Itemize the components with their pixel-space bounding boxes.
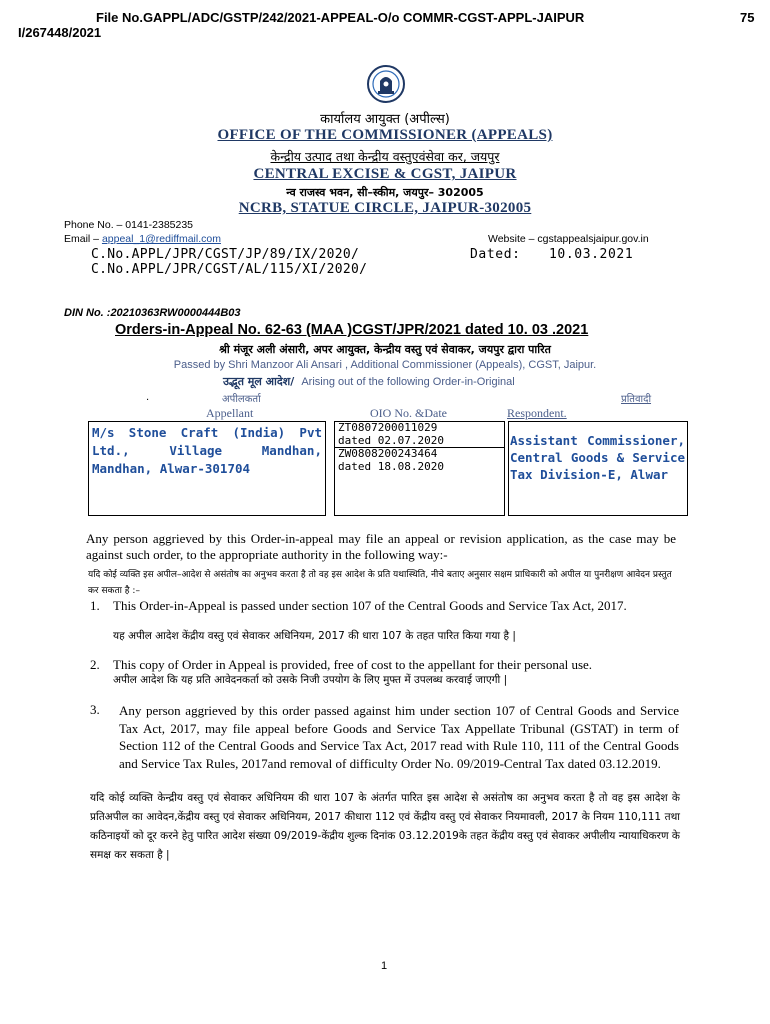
oio-cell-2 — [334, 447, 505, 516]
item1-number: 1. — [90, 598, 100, 613]
page-number: 1 — [381, 960, 388, 972]
intro-hindi: यदि कोई व्यक्ति इस अपील–आदेश से असंतोष का अनुभव करता है तो वह इस आदेश के प्रति यथास्थिति, नीचे बताए अनुसार सक्षम प्राधिकारी को अपील या पुनरीक्षण आवेदन प्रस्तुत कर सकता है :– — [88, 570, 672, 596]
hindi-arising: उद्भूत मूल आदेश/ — [223, 375, 295, 388]
website: Website – cgstappealsjaipur.gov.in — [488, 233, 649, 245]
intro-paragraph: Any person aggrieved by this Order-in-appeal may file an appeal or revision application, as the case may be against such order, to the appropriate authority in the following way:- — [86, 531, 676, 562]
office-title: OFFICE OF THE COMMISSIONER (APPEALS) — [217, 127, 553, 143]
office-dept: CENTRAL EXCISE & CGST, JAIPUR — [253, 166, 517, 182]
email-link[interactable]: appeal_1@rediffmail.com — [101, 233, 221, 245]
arising-label: Arising out of the following Order-in-Original — [301, 376, 515, 388]
respondent-text: Assistant Commissioner, Central Goods & Service Tax Division-E, Alwar — [510, 433, 685, 482]
office-hindi-address: न्व राजस्व भवन, सी–स्कीम, जयपुर– 302005 — [286, 186, 484, 199]
item3-text: Any person aggrieved by this order passed against him under section 107 of Central Goods and Service Tax Act, 2017, may file appeal before Goods and Service Tax Appellate Tribunal (GSTAT) in term of Section 112 of the Central Goods and Service Tax Act, 2017 read with Rule 110, 111 of the Central Goods and Service Tax Rules, 2017and removal of difficulty Order No. 09/2019-Central Tax dated 03.12.2019. — [119, 703, 679, 771]
item1-hindi: यह अपील आदेश केंद्रीय वस्तु एवं सेवाकर अधिनियम, 2017 की धारा 107 के तहत पारित किया गया है | — [113, 630, 516, 642]
col-appellant: Appellant — [206, 406, 254, 420]
dot-marker: . — [146, 392, 150, 403]
office-hindi-dept: केन्द्रीय उत्पाद तथा केन्द्रीय वस्तुएवंसेवा कर, जयपुर — [270, 149, 500, 164]
file-number-line2: I/267448/2021 — [18, 25, 102, 40]
order-title: Orders-in-Appeal No. 62-63 (MAA )CGST/JPR/2021 dated 10. 03 .2021 — [115, 322, 589, 338]
item3-hindi: यदि कोई व्यक्ति केन्द्रीय वस्तु एवं सेवाकर अधिनियम की धारा 107 के अंतर्गत पारित इस आदेश से असंतोष का अनुभव करता है तो वह इस आदेश के प्रतिअपील का आवेदन,केंद्रीय वस्तु एवं सेवाकर अधिनियम, 2017 कीधारा 112 एवं केंद्रीय वस्तु एवं सेवाकर नियमावली, 2017 के नियम 110,111 तथा कठिनाइयों को दूर करने हेतु पारित आदेश संख्या 09/2019-केंद्रीय शुल्क दिनांक 03.12.2019के तहत केंद्रीय वस्तु एवं सेवाकर अपीलीय न्यायाधिकरण के समक्ष कर सकता है | — [90, 792, 680, 861]
din-number: DIN No. :20210363RW0000444B03 — [64, 307, 241, 319]
item2-text: This copy of Order in Appeal is provided, free of cost to the appellant for their personal use. — [113, 657, 593, 672]
passed-by: Passed by Shri Manzoor Ali Ansari , Additional Commissioner (Appeals), CGST, Jaipur. — [173, 359, 597, 371]
hindi-respondent: प्रतिवादी — [621, 394, 652, 405]
oio2-date: dated 18.08.2020 — [338, 459, 444, 473]
email-label: Email – — [64, 233, 102, 245]
arising-line — [223, 374, 515, 389]
hindi-appellant: अपीलकर्ता — [222, 394, 261, 405]
respondent-cell — [508, 421, 688, 516]
appeal-table — [88, 421, 688, 516]
dated-value: 10.03.2021 — [549, 247, 634, 262]
email-line — [64, 233, 221, 245]
office-hindi-title: कार्यालय आयुक्त (अपील्स) — [320, 112, 450, 127]
col-oio: OIO No. &Date — [370, 406, 447, 420]
page-count: 75 — [740, 10, 755, 25]
case-number-2: C.No.APPL/JPR/CGST/AL/115/XI/2020/ — [91, 262, 368, 277]
oio-cell-1 — [334, 421, 505, 448]
case-number-1: C.No.APPL/JPR/CGST/JP/89/IX/2020/ — [91, 247, 360, 262]
item2-hindi: अपील आदेश कि यह प्रति आवेदनकर्ता को उसके निजी उपयोग के लिए मुफ्त में उपलब्ध करवाई जाएगी | — [113, 674, 508, 686]
appellant-cell — [88, 421, 326, 516]
dated-label: Dated: — [470, 247, 521, 262]
hindi-passed-by: श्री मंजूर अली अंसारी, अपर आयुक्त, केन्द्रीय वस्तु एवं सेवाकर, जयपुर द्वारा पारित — [219, 343, 551, 356]
oio1-number: ZT0807200011029 — [338, 421, 438, 434]
oio1-date: dated 02.07.2020 — [338, 433, 444, 447]
phone-number: Phone No. – 0141-2385235 — [64, 219, 194, 231]
office-address: NCRB, STATUE CIRCLE, JAIPUR-302005 — [238, 200, 532, 216]
oio2-number: ZW0808200243464 — [338, 447, 438, 460]
item1-text: This Order-in-Appeal is passed under section 107 of the Central Goods and Service Tax Act, 2017. — [113, 598, 627, 613]
emblem-logo — [366, 64, 406, 104]
item3-number: 3. — [90, 702, 100, 717]
col-respondent: Respondent. — [507, 406, 567, 420]
appellant-text: M/s Stone Craft (India) Pvt Ltd., Village Mandhan, Mandhan, Alwar-301704 — [92, 425, 322, 476]
item2-number: 2. — [90, 657, 100, 672]
file-number-line1: File No.GAPPL/ADC/GSTP/242/2021-APPEAL-O/o COMMR-CGST-APPL-JAIPUR — [96, 10, 585, 25]
